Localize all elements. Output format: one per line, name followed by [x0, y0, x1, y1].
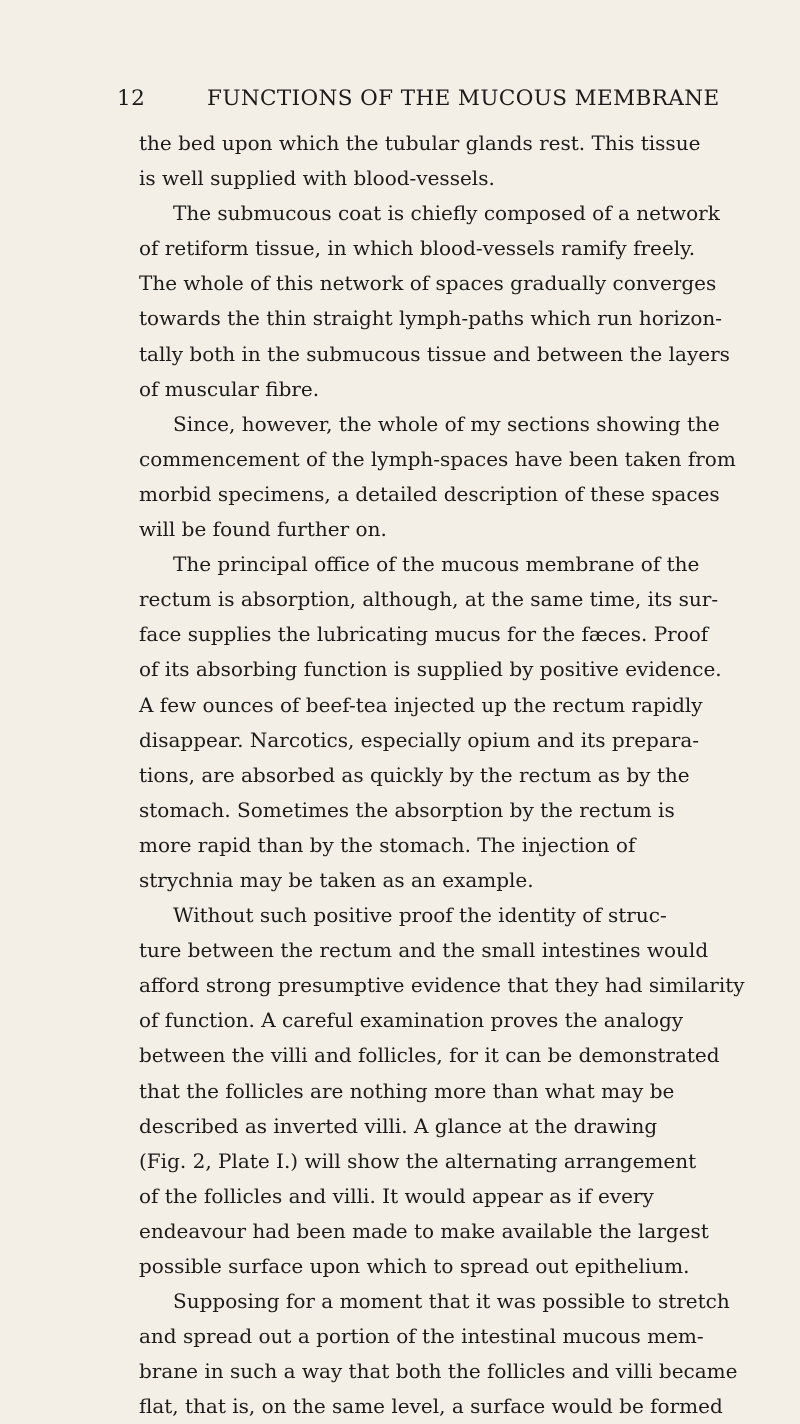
text-line: of its absorbing function is supplied by positive evidence. [139, 657, 722, 682]
running-title: FUNCTIONS OF THE MUCOUS MEMBRANE [207, 86, 720, 111]
text-line: of muscular fibre. [139, 376, 320, 401]
page-number: 12 [117, 86, 146, 111]
text-line: between the villi and follicles, for it can be demonstrated [139, 1043, 720, 1068]
text-line: tally both in the submucous tissue and between the layers [139, 341, 730, 366]
text-line: The whole of this network of spaces gradually converges [139, 271, 717, 296]
text-line: (Fig. 2, Plate I.) will show the alternating arrangement [139, 1148, 697, 1173]
text-line: described as inverted villi. A glance at the drawing [139, 1113, 658, 1138]
text-line: possible surface upon which to spread out epithelium. [139, 1254, 690, 1278]
text-line: flat, that is, on the same level, a surface would be formed [139, 1394, 723, 1419]
text-line: strychnia may be taken as an example. [139, 867, 534, 892]
paragraph-start-line: The submucous coat is chiefly composed of a network [173, 201, 720, 226]
text-line: rectum is absorption, although, at the same time, its sur- [139, 587, 719, 612]
text-line: of the follicles and villi. It would appear as if every [139, 1183, 654, 1208]
text-line: of function. A careful examination proves the analogy [139, 1008, 684, 1033]
text-line: brane in such a way that both the follicles and villi became [139, 1359, 738, 1384]
text-line: is well supplied with blood-vessels. [139, 166, 495, 191]
text-line: will be found further on. [139, 517, 387, 542]
paragraph-start-line: Supposing for a moment that it was possible to stretch [173, 1289, 730, 1314]
text-line: that the follicles are nothing more than what may be [139, 1078, 675, 1103]
text-line: more rapid than by the stomach. The injection of [139, 832, 636, 857]
text-line: commencement of the lymph-spaces have been taken from [139, 446, 736, 471]
paragraph-start-line: Since, however, the whole of my sections showing the [173, 411, 720, 436]
text-line: endeavour had been made to make available the largest [139, 1218, 709, 1243]
paragraph-start-line: Without such positive proof the identity of struc- [173, 903, 667, 928]
text-line: the bed upon which the tubular glands rest. This tissue [139, 131, 701, 155]
text-line: towards the thin straight lymph-paths which run horizon- [139, 306, 723, 331]
text-line: disappear. Narcotics, especially opium and its prepara- [139, 727, 700, 752]
text-line: of retiform tissue, in which blood-vessels ramify freely. [139, 236, 696, 261]
text-line: face supplies the lubricating mucus for the fæces. Proof [139, 622, 709, 647]
paragraph-start-line: The principal office of the mucous membrane of the [173, 552, 700, 577]
text-line: stomach. Sometimes the absorption by the rectum is [139, 797, 675, 822]
text-line: tions, are absorbed as quickly by the rectum as by the [139, 762, 690, 787]
text-line: afford strong presumptive evidence that they had similarity [139, 973, 745, 998]
body-text [139, 126, 759, 1424]
text-line: ture between the rectum and the small intestines would [139, 938, 709, 963]
text-line: and spread out a portion of the intestinal mucous mem- [139, 1324, 704, 1349]
running-head [117, 86, 720, 116]
text-line: morbid specimens, a detailed description of these spaces [139, 481, 720, 506]
text-line: A few ounces of beef-tea injected up the rectum rapidly [139, 692, 703, 717]
